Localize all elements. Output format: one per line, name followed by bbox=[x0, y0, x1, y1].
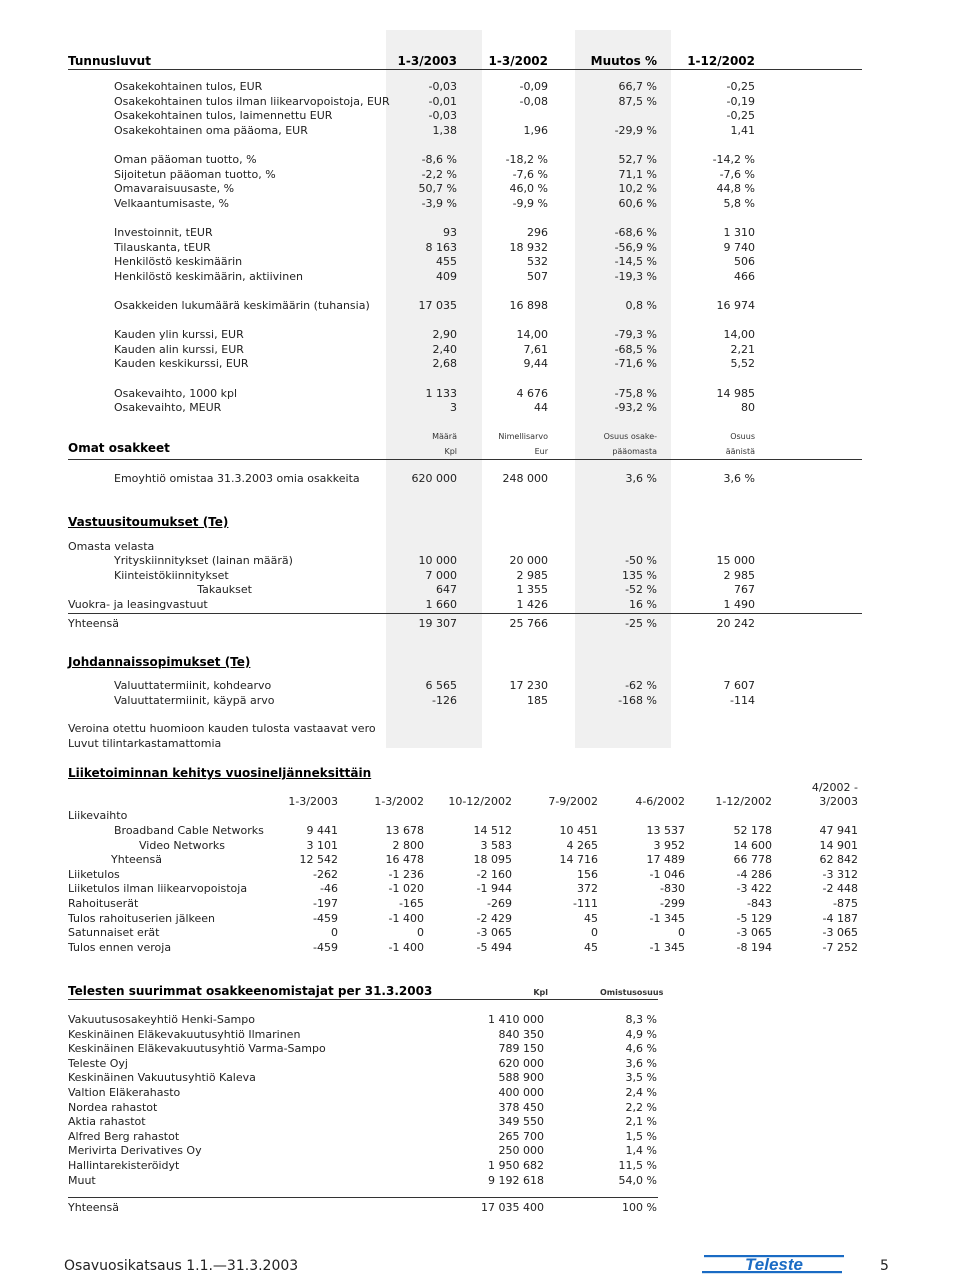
key-figure-value: 1 133 bbox=[425, 386, 457, 400]
owner-percent: 3,6 % bbox=[625, 1056, 657, 1070]
quarterly-value: -46 bbox=[320, 882, 338, 896]
quarterly-value: 0 bbox=[331, 926, 338, 940]
own-shares-value: 3,6 % bbox=[625, 472, 657, 485]
key-figure-value: 14 985 bbox=[716, 386, 755, 400]
own-shares-header: Nimellisarvo bbox=[498, 432, 548, 441]
owners-total-rule bbox=[68, 1197, 658, 1198]
derivative-label: Valuuttatermiinit, käypä arvo bbox=[114, 693, 275, 707]
quarterly-label: Broadband Cable Networks bbox=[114, 824, 264, 837]
owner-name: Nordea rahastot bbox=[68, 1100, 158, 1114]
key-figures-title: Tunnusluvut bbox=[68, 54, 151, 68]
quarterly-value: -7 252 bbox=[822, 940, 858, 954]
commitment-value: 1 426 bbox=[516, 597, 548, 611]
owner-percent: 11,5 % bbox=[618, 1159, 657, 1172]
commitment-label: Takaukset bbox=[197, 583, 252, 597]
key-figure-value: 532 bbox=[527, 255, 548, 269]
quarterly-value: -1 046 bbox=[649, 867, 685, 881]
key-figure-value: -71,6 % bbox=[614, 357, 657, 371]
key-figure-label: Osakekohtainen tulos, EUR bbox=[114, 80, 263, 93]
key-figure-value: -68,5 % bbox=[614, 342, 657, 356]
quarterly-value: -3 065 bbox=[822, 926, 858, 940]
own-shares-header: Osuus osake- bbox=[603, 432, 657, 441]
commitment-value: 7 000 bbox=[425, 568, 457, 582]
owner-shares: 620 000 bbox=[498, 1056, 544, 1070]
owner-name: Merivirta Derivatives Oy bbox=[68, 1144, 202, 1158]
key-figure-value: -0,01 bbox=[428, 94, 457, 108]
key-figure-value: 16 974 bbox=[716, 299, 755, 312]
commitment-label: Vuokra- ja leasingvastuut bbox=[68, 597, 208, 611]
owners-title: Telesten suurimmat osakkeenomistajat per 31.3.2003 bbox=[68, 984, 433, 998]
owner-shares: 840 350 bbox=[498, 1027, 544, 1041]
quarterly-value: -1 944 bbox=[476, 882, 512, 896]
key-figure-value: 10,2 % bbox=[618, 182, 657, 196]
owners-header-share: Omistusosuus bbox=[600, 988, 664, 997]
key-figure-label: Kauden alin kurssi, EUR bbox=[114, 342, 244, 356]
key-figure-value: 52,7 % bbox=[618, 153, 657, 166]
key-figure-value: -0,03 bbox=[428, 109, 457, 123]
key-figure-label: Osakekohtainen tulos, laimennettu EUR bbox=[114, 109, 333, 123]
owners-total-percent: 100 % bbox=[622, 1201, 657, 1214]
quarterly-label: Video Networks bbox=[139, 838, 225, 852]
key-figure-value: 87,5 % bbox=[618, 94, 657, 108]
owner-name: Alfred Berg rahastot bbox=[68, 1129, 180, 1143]
own-shares-value: 248 000 bbox=[502, 472, 548, 485]
owner-name: Hallintarekisteröidyt bbox=[68, 1159, 180, 1172]
key-figure-label: Osakekohtainen oma pääoma, EUR bbox=[114, 123, 308, 137]
teleste-logo bbox=[700, 1252, 850, 1276]
key-figure-label: Osakekohtainen tulos ilman liikearvopoistoja, EUR bbox=[114, 94, 390, 108]
quarterly-label: Liiketulos bbox=[68, 867, 120, 881]
quarterly-value: 45 bbox=[584, 911, 598, 925]
key-figure-value: 409 bbox=[436, 269, 457, 283]
key-figure-value: 2,90 bbox=[432, 328, 457, 342]
owner-name: Muut bbox=[68, 1173, 96, 1187]
key-figure-value: 1 310 bbox=[723, 226, 755, 239]
key-figures-header: 1-3/2002 bbox=[488, 54, 548, 68]
quarterly-value: 10 451 bbox=[559, 824, 598, 837]
key-figure-label: Kauden keskikurssi, EUR bbox=[114, 357, 249, 371]
own-shares-subheader: pääomasta bbox=[612, 447, 657, 456]
key-figure-value: 296 bbox=[527, 226, 548, 239]
owner-shares: 265 700 bbox=[498, 1129, 544, 1143]
quarterly-label: Yhteensä bbox=[111, 853, 162, 867]
owner-shares: 378 450 bbox=[498, 1100, 544, 1114]
own-shares-subheader: Eur bbox=[534, 447, 548, 456]
commitment-value: 767 bbox=[734, 583, 755, 597]
quarterly-title: Liiketoiminnan kehitys vuosineljänneksittäin bbox=[68, 766, 372, 780]
key-figure-value: 7,61 bbox=[523, 342, 548, 356]
quarterly-value: -843 bbox=[747, 897, 772, 910]
quarterly-label: Tulos ennen veroja bbox=[68, 940, 172, 954]
quarterly-section: Liikevaihto bbox=[68, 809, 128, 822]
owner-shares: 588 900 bbox=[498, 1071, 544, 1085]
quarterly-value: -1 400 bbox=[388, 940, 424, 954]
key-figure-label: Osakevaihto, MEUR bbox=[114, 401, 222, 415]
own-shares-value: 3,6 % bbox=[723, 472, 755, 485]
quarterly-value: 9 441 bbox=[306, 824, 338, 837]
quarterly-value: 14 600 bbox=[733, 838, 772, 852]
quarterly-value: -459 bbox=[313, 911, 338, 925]
quarterly-value: -2 448 bbox=[822, 882, 858, 896]
quarterly-value: 52 178 bbox=[733, 824, 772, 837]
key-figure-value: -18,2 % bbox=[505, 153, 548, 166]
owner-name: Teleste Oyj bbox=[68, 1056, 128, 1070]
quarterly-value: -197 bbox=[313, 897, 338, 910]
key-figure-value: 17 035 bbox=[418, 299, 457, 312]
commitments-total-value: 19 307 bbox=[418, 617, 457, 630]
quarterly-value: 156 bbox=[577, 867, 598, 881]
owner-shares: 400 000 bbox=[498, 1086, 544, 1099]
key-figures-header: Muutos % bbox=[590, 54, 657, 68]
quarterly-value: 2 800 bbox=[392, 838, 424, 852]
key-figure-value: -93,2 % bbox=[614, 401, 657, 415]
commitment-value: 1 355 bbox=[516, 583, 548, 597]
commitment-value: -50 % bbox=[625, 554, 657, 567]
key-figure-value: 16 898 bbox=[509, 299, 548, 312]
key-figure-value: -0,25 bbox=[726, 109, 755, 123]
quarterly-header: 7-9/2002 bbox=[548, 795, 598, 808]
commitments-total-value: -25 % bbox=[625, 617, 657, 630]
note-line: Veroina otettu huomioon kauden tulosta vastaavat vero bbox=[68, 722, 376, 735]
quarterly-value: 17 489 bbox=[646, 853, 685, 867]
key-figure-value: 1,38 bbox=[432, 123, 457, 137]
own-shares-header: Määrä bbox=[432, 432, 457, 441]
quarterly-header: 3/2003 bbox=[819, 795, 858, 808]
quarterly-value: -269 bbox=[487, 897, 512, 910]
quarterly-value: 0 bbox=[591, 926, 598, 940]
owners-rule bbox=[68, 999, 658, 1000]
owner-name: Aktia rahastot bbox=[68, 1115, 146, 1129]
key-figure-value: 1,96 bbox=[523, 123, 548, 137]
key-figure-value: 2,21 bbox=[730, 342, 755, 356]
quarterly-value: -4 187 bbox=[822, 911, 858, 925]
quarterly-value: 3 583 bbox=[480, 838, 512, 852]
owner-shares: 250 000 bbox=[498, 1144, 544, 1158]
quarterly-value: 16 478 bbox=[385, 853, 424, 867]
owner-percent: 8,3 % bbox=[625, 1013, 657, 1026]
commitment-value: 20 000 bbox=[509, 554, 548, 567]
key-figure-label: Henkilöstö keskimäärin, aktiivinen bbox=[114, 269, 303, 283]
key-figure-value: 5,52 bbox=[730, 357, 755, 371]
owner-name: Vakuutusosakeyhtiö Henki-Sampo bbox=[68, 1013, 255, 1026]
owner-shares: 9 192 618 bbox=[488, 1173, 544, 1187]
key-figure-label: Tilauskanta, tEUR bbox=[114, 240, 211, 254]
derivative-value: 7 607 bbox=[723, 679, 755, 692]
key-figure-value: -7,6 % bbox=[719, 167, 755, 181]
key-figure-value: 93 bbox=[443, 226, 457, 239]
quarterly-value: -3 312 bbox=[822, 867, 858, 881]
key-figure-value: -0,03 bbox=[428, 80, 457, 93]
quarterly-header: 1-3/2003 bbox=[288, 795, 338, 808]
quarterly-value: -1 400 bbox=[388, 911, 424, 925]
key-figure-label: Oman pääoman tuotto, % bbox=[114, 153, 257, 166]
quarterly-value: -299 bbox=[660, 897, 685, 910]
commitment-value: 1 490 bbox=[723, 597, 755, 611]
key-figure-value: -68,6 % bbox=[614, 226, 657, 239]
key-figure-value: 3 bbox=[450, 401, 457, 415]
key-figure-value: -0,08 bbox=[519, 94, 548, 108]
quarterly-header: 1-3/2002 bbox=[374, 795, 424, 808]
own-shares-value: 620 000 bbox=[411, 472, 457, 485]
quarterly-value: 13 678 bbox=[385, 824, 424, 837]
key-figure-value: 14,00 bbox=[723, 328, 755, 342]
key-figures-header: 1-3/2003 bbox=[397, 54, 457, 68]
commitments-title: Vastuusitoumukset (Te) bbox=[68, 515, 229, 529]
derivative-label: Valuuttatermiinit, kohdearvo bbox=[114, 679, 272, 692]
key-figure-label: Omavaraisuusaste, % bbox=[114, 182, 235, 196]
quarterly-value: -8 194 bbox=[736, 940, 772, 954]
commitments-total-rule bbox=[68, 613, 862, 614]
key-figure-value: 0,8 % bbox=[625, 299, 657, 312]
key-figure-value: -2,2 % bbox=[421, 167, 457, 181]
quarterly-value: 3 952 bbox=[653, 838, 685, 852]
commitment-value: 135 % bbox=[622, 568, 657, 582]
key-figure-label: Velkaantumisaste, % bbox=[114, 196, 229, 210]
derivative-value: -114 bbox=[730, 693, 755, 707]
key-figure-label: Investoinnit, tEUR bbox=[114, 226, 213, 239]
quarterly-value: -1 345 bbox=[649, 911, 685, 925]
key-figure-value: -19,3 % bbox=[614, 269, 657, 283]
quarterly-value: -2 429 bbox=[476, 911, 512, 925]
quarterly-value: 62 842 bbox=[819, 853, 858, 867]
quarterly-label: Liiketulos ilman liikearvopoistoja bbox=[68, 882, 248, 896]
key-figures-rule bbox=[68, 69, 862, 70]
derivatives-title: Johdannaissopimukset (Te) bbox=[68, 655, 251, 669]
quarterly-value: 3 101 bbox=[306, 838, 338, 852]
quarterly-value: -2 160 bbox=[476, 867, 512, 881]
key-figure-value: -0,09 bbox=[519, 80, 548, 93]
key-figure-label: Henkilöstö keskimäärin bbox=[114, 255, 243, 269]
owners-total-shares: 17 035 400 bbox=[481, 1201, 544, 1214]
quarterly-value: -1 020 bbox=[388, 882, 424, 896]
key-figure-value: -56,9 % bbox=[614, 240, 657, 254]
key-figure-value: -0,25 bbox=[726, 80, 755, 93]
own-shares-subheader: Kpl bbox=[444, 447, 457, 456]
key-figure-value: 455 bbox=[436, 255, 457, 269]
key-figure-value: 9,44 bbox=[523, 357, 548, 371]
quarterly-value: -5 129 bbox=[736, 911, 772, 925]
quarterly-label: Tulos rahoituserien jälkeen bbox=[68, 911, 215, 925]
teleste-logo-wordmark: Teleste bbox=[745, 1255, 803, 1274]
quarterly-header: 4-6/2002 bbox=[635, 795, 685, 808]
key-figure-value: -8,6 % bbox=[421, 153, 457, 166]
key-figure-value: 2,68 bbox=[432, 357, 457, 371]
key-figure-value: -14,5 % bbox=[614, 255, 657, 269]
key-figure-label: Sijoitetun pääoman tuotto, % bbox=[114, 167, 276, 181]
quarterly-extra-header: 4/2002 - bbox=[811, 781, 858, 794]
commitment-label: Kiinteistökiinnitykset bbox=[114, 568, 229, 582]
quarterly-value: -3 422 bbox=[736, 882, 772, 896]
owner-percent: 4,6 % bbox=[625, 1042, 657, 1056]
key-figure-value: -29,9 % bbox=[614, 123, 657, 137]
key-figure-value: 506 bbox=[734, 255, 755, 269]
key-figure-value: 466 bbox=[734, 269, 755, 283]
key-figure-value: 18 932 bbox=[509, 240, 548, 254]
key-figure-value: 60,6 % bbox=[618, 196, 657, 210]
own-shares-header: Osuus bbox=[730, 432, 755, 441]
key-figure-value: 66,7 % bbox=[618, 80, 657, 93]
quarterly-value: 14 512 bbox=[473, 824, 512, 837]
commitment-label: Yrityskiinnitykset (lainan määrä) bbox=[114, 554, 293, 567]
key-figure-value: -14,2 % bbox=[712, 153, 755, 166]
derivative-value: 17 230 bbox=[509, 679, 548, 692]
key-figure-label: Osakkeiden lukumäärä keskimäärin (tuhansia) bbox=[114, 299, 370, 312]
quarterly-header: 1-12/2002 bbox=[715, 795, 772, 808]
commitment-value: 10 000 bbox=[418, 554, 457, 567]
owner-shares: 789 150 bbox=[498, 1042, 544, 1056]
quarterly-value: -1 236 bbox=[388, 867, 424, 881]
quarterly-value: 0 bbox=[417, 926, 424, 940]
own-shares-subheader: äänistä bbox=[725, 447, 755, 456]
key-figure-value: -75,8 % bbox=[614, 386, 657, 400]
owner-percent: 1,4 % bbox=[625, 1144, 657, 1158]
owner-name: Valtion Eläkerahasto bbox=[68, 1086, 181, 1099]
derivative-value: -168 % bbox=[618, 693, 657, 707]
quarterly-value: 12 542 bbox=[299, 853, 338, 867]
quarterly-value: 14 716 bbox=[559, 853, 598, 867]
quarterly-value: -4 286 bbox=[736, 867, 772, 881]
commitments-subtitle: Omasta velasta bbox=[68, 540, 155, 553]
owners-total-label: Yhteensä bbox=[68, 1201, 119, 1214]
key-figure-value: 14,00 bbox=[516, 328, 548, 342]
owners-header-kpl: Kpl bbox=[533, 988, 548, 997]
owner-percent: 54,0 % bbox=[618, 1173, 657, 1187]
commitment-value: 2 985 bbox=[723, 568, 755, 582]
page-number: 5 bbox=[880, 1258, 889, 1274]
quarterly-header: 10-12/2002 bbox=[448, 795, 512, 808]
quarterly-value: -3 065 bbox=[476, 926, 512, 940]
owner-percent: 2,1 % bbox=[625, 1115, 657, 1129]
key-figure-value: -9,9 % bbox=[512, 196, 548, 210]
key-figure-value: 5,8 % bbox=[723, 196, 755, 210]
key-figure-value: 4 676 bbox=[516, 386, 548, 400]
derivative-value: 6 565 bbox=[425, 679, 457, 692]
quarterly-value: -459 bbox=[313, 940, 338, 954]
footer-text: Osavuosikatsaus 1.1.—31.3.2003 bbox=[64, 1258, 299, 1274]
key-figure-value: -0,19 bbox=[726, 94, 755, 108]
key-figure-value: 80 bbox=[741, 401, 755, 415]
key-figure-value: 50,7 % bbox=[418, 182, 457, 196]
owner-shares: 1 950 682 bbox=[488, 1159, 544, 1172]
own-shares-title: Omat osakkeet bbox=[68, 441, 170, 455]
quarterly-label: Rahoituserät bbox=[68, 897, 139, 910]
commitment-value: 2 985 bbox=[516, 568, 548, 582]
derivative-value: 185 bbox=[527, 693, 548, 707]
derivative-value: -62 % bbox=[625, 679, 657, 692]
owner-percent: 3,5 % bbox=[625, 1071, 657, 1085]
quarterly-value: -3 065 bbox=[736, 926, 772, 940]
commitment-value: 1 660 bbox=[425, 597, 457, 611]
quarterly-value: 47 941 bbox=[819, 824, 858, 837]
key-figure-value: 44,8 % bbox=[716, 182, 755, 196]
key-figure-value: 507 bbox=[527, 269, 548, 283]
quarterly-value: 45 bbox=[584, 940, 598, 954]
quarterly-value: 0 bbox=[678, 926, 685, 940]
commitment-value: 647 bbox=[436, 583, 457, 597]
quarterly-value: 13 537 bbox=[646, 824, 685, 837]
quarterly-label: Satunnaiset erät bbox=[68, 926, 160, 940]
commitment-value: 15 000 bbox=[716, 554, 755, 567]
quarterly-value: -5 494 bbox=[476, 940, 512, 954]
quarterly-value: 14 901 bbox=[819, 838, 858, 852]
key-figure-value: 46,0 % bbox=[509, 182, 548, 196]
quarterly-value: 4 265 bbox=[566, 838, 598, 852]
key-figure-label: Kauden ylin kurssi, EUR bbox=[114, 328, 244, 342]
commitment-value: 16 % bbox=[629, 597, 657, 611]
owner-name: Keskinäinen Eläkevakuutusyhtiö Varma-Sampo bbox=[68, 1042, 326, 1056]
commitments-total-value: 25 766 bbox=[509, 617, 548, 630]
owner-percent: 2,2 % bbox=[625, 1100, 657, 1114]
commitments-total-value: 20 242 bbox=[716, 617, 755, 630]
note-line: Luvut tilintarkastamattomia bbox=[68, 737, 222, 750]
quarterly-value: 18 095 bbox=[473, 853, 512, 867]
quarterly-value: 372 bbox=[577, 882, 598, 896]
owner-shares: 1 410 000 bbox=[488, 1013, 544, 1026]
owner-shares: 349 550 bbox=[498, 1115, 544, 1129]
owner-percent: 2,4 % bbox=[625, 1086, 657, 1099]
commitment-value: -52 % bbox=[625, 583, 657, 597]
quarterly-value: 66 778 bbox=[733, 853, 772, 867]
key-figure-value: 44 bbox=[534, 401, 548, 415]
key-figure-value: -7,6 % bbox=[512, 167, 548, 181]
owner-percent: 1,5 % bbox=[625, 1129, 657, 1143]
key-figure-value: 1,41 bbox=[730, 123, 755, 137]
quarterly-value: -830 bbox=[660, 882, 685, 896]
owner-name: Keskinäinen Vakuutusyhtiö Kaleva bbox=[68, 1071, 256, 1085]
key-figure-value: -3,9 % bbox=[421, 196, 457, 210]
derivative-value: -126 bbox=[432, 693, 457, 707]
key-figure-value: 71,1 % bbox=[618, 167, 657, 181]
key-figure-value: 9 740 bbox=[723, 240, 755, 254]
quarterly-value: -111 bbox=[573, 897, 598, 910]
own-shares-label: Emoyhtiö omistaa 31.3.2003 omia osakkeita bbox=[114, 472, 360, 485]
key-figure-label: Osakevaihto, 1000 kpl bbox=[114, 386, 238, 400]
quarterly-value: -1 345 bbox=[649, 940, 685, 954]
quarterly-value: -262 bbox=[313, 867, 338, 881]
quarterly-value: -165 bbox=[399, 897, 424, 910]
key-figure-value: 2,40 bbox=[432, 342, 457, 356]
owner-percent: 4,9 % bbox=[625, 1027, 657, 1041]
key-figures-header: 1-12/2002 bbox=[687, 54, 755, 68]
own-shares-rule bbox=[68, 459, 862, 460]
owner-name: Keskinäinen Eläkevakuutusyhtiö Ilmarinen bbox=[68, 1027, 301, 1041]
key-figure-value: -79,3 % bbox=[614, 328, 657, 342]
quarterly-value: -875 bbox=[833, 897, 858, 910]
commitments-total-label: Yhteensä bbox=[68, 617, 119, 630]
key-figure-value: 8 163 bbox=[425, 240, 457, 254]
